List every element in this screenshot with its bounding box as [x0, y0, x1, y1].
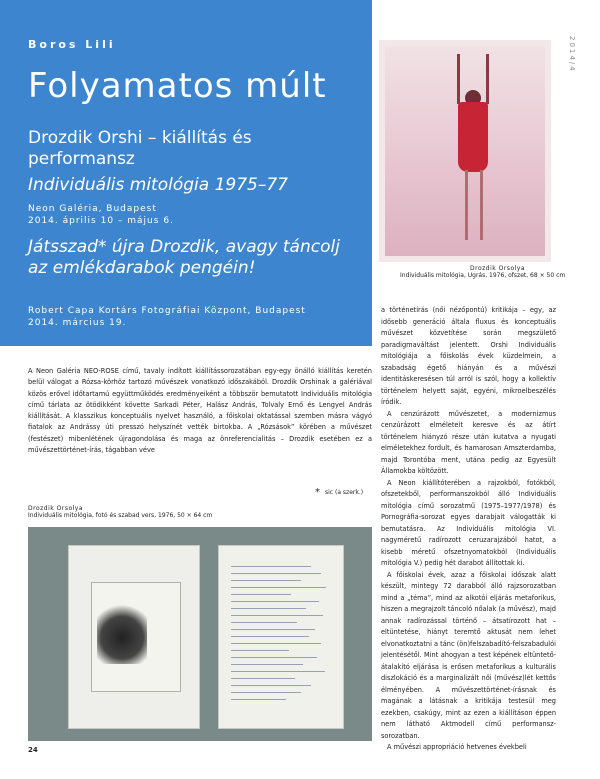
handwriting-line	[231, 685, 311, 686]
subtitle-exhibition: Drozdik Orshi – kiállítás és performansz	[28, 128, 252, 169]
handwritten-verse-sheet	[218, 545, 344, 729]
photo-sheet	[68, 545, 200, 729]
body-paragraph: A Neon kiállítóterében a rajzokból, fotókból, ofszetekből, performanszokból álló Individuális mitológia című sorozatmű (1975–1977/1978) és Pornográfia-sorozat egyes darabjait válogatták ki bemutatásra. Az Individuális mitológia VI. nagyméretű radírozott ceruzarajzából hatot, a kisebb méretű ofszetnyomatokból (Individuális mitológia V.) pedig hét darabot állítottak ki.	[381, 478, 556, 567]
venue-neon-name: Neon Galéria, Budapest	[28, 204, 157, 214]
subtitle-performance: Játsszad* újra Drozdik, avagy táncolj az emlékdarabok pengéin!	[28, 237, 340, 278]
handwriting-line	[231, 699, 286, 700]
venue-capa-name: Robert Capa Kortárs Fotográfiai Központ, Budapest	[28, 306, 306, 316]
footnote-asterisk-icon: *	[315, 487, 320, 498]
handwriting-line	[231, 650, 289, 651]
body-paragraph: A cenzúrázott művészetet, a modernizmus cenzúrázott elméleteit keresve és az átírt történelem hiányzó része után kutatva a nyugati elméletekhez fordult, és hamarosan Amszterdamba, majd Torontóba ment, utána pedig az Egyesült Államokba költözött.	[381, 409, 556, 475]
venue-capa-date: 2014. március 19.	[28, 318, 127, 328]
body-paragraph: a történetírás (női nézőpontú) kritikája – egy, az idősebb generáció általa fluxus és konceptuális művészet közvetítése során megszülető paradigmaváltást jelentett. Orshi Individuális mitológiája a főiskolás évek küzdelmein, a szabadság égető hiányán és a művészi identitáskeresésen túl arról is szól, hogy a kollektív történelem helyett saját, egyéni, mikroelbeszélés íródik.	[381, 306, 556, 406]
figure-legs	[465, 170, 483, 240]
issue-marker: 2014/4	[568, 36, 576, 73]
dancer-figure	[97, 598, 147, 664]
caption-bottom-artist: Drozdik Orsolya	[28, 505, 84, 512]
artwork-photo-free-verse	[28, 527, 372, 741]
handwriting-line	[231, 566, 311, 567]
handwriting-line	[231, 601, 319, 602]
handwriting-line	[231, 608, 306, 609]
handwriting-line	[231, 636, 309, 637]
header-panel	[0, 0, 372, 346]
venue-neon-date: 2014. április 10 – május 6.	[28, 216, 174, 226]
body-paragraph: A főiskolai évek, azaz a főiskolai időszak alatt készült, mintegy 72 darabból álló rajzsorozatban mind a „téma”, mind az alkotói eljárás metaforikus, hiszen a megrajzolt táncoló nőalak (a művész), majd annak radírozással történő – átsatírozott hat – eltüntetése, hiányt teremtő aktusát nem lehet elvonatkoztatni a tánc (ön)felszabadító-felszabadulói jelentésétől. Mint ahogyan a test képének eltüntető-átalakító eljárása is erősen metaforikus a kulturális diszlokáció és a marginalizált női (művész)lét kettős élményében. A művészettörténet-írásnak és magának a látásnak a kritikája testesül meg ezekben, csakúgy, mint az ezen a kiállításon éppen nem látható Aktmodell című performansz-sorozatban.	[381, 570, 556, 740]
handwriting-line	[231, 580, 301, 581]
handwriting-line	[231, 664, 303, 665]
handwriting-line	[231, 594, 291, 595]
subtitle-series: Individuális mitológia 1975–77	[28, 175, 288, 195]
footnote-text: sic (a szerk.)	[325, 489, 364, 496]
intro-paragraph: A Neon Galéria NEO-ROSE című, tavaly indított kiállítássorozatában egy-egy önálló kiállítás keretén belül válogat a Rózsa-körhöz tartozó művészek vonatkozó időszakából. Drozdik Orshinak a galériával közös erővel időtartamú együttműködés eredményeiként a többször bemutatott Individuális mitológia című tárlata az ötödikként követte Sarkadi Péter, Halász András, Tolvaly Ernő és Lengyel András kiállítását. A klasszikus konceptuális nyelvet használó, a főiskolai oktatással szemben másra vágyó fiatalok az Andrássy úti presszó helyszínét vették birtokba. A „Rózsások” körében a művészet (festészet) mibenlétének újragondolása és maga az önreferencialitás – Drozdik esetében ez a művészettörténet-írás, tágabban véve	[28, 367, 372, 455]
handwriting-line	[231, 587, 326, 588]
handwriting-line	[231, 629, 315, 630]
artwork-photo-jump	[379, 40, 551, 262]
article-title: Folyamatos múlt	[28, 66, 327, 106]
handwriting-line	[231, 657, 317, 658]
handwriting-line	[231, 615, 323, 616]
venue-capa	[28, 305, 306, 329]
caption-top-description: Individuális mitológia, Ugrás, 1976, ofszet, 68 × 50 cm	[400, 272, 566, 279]
footnote	[315, 487, 364, 498]
handwriting-line	[231, 573, 321, 574]
handwriting-line	[231, 678, 295, 679]
handwriting-line	[231, 671, 325, 672]
venue-neon	[28, 203, 174, 227]
body-column-right	[381, 305, 556, 754]
author-name: Boros Lili	[28, 38, 116, 51]
body-paragraph: A művészi appropriáció hetvenes évekbeli	[387, 743, 527, 751]
handwriting-line	[231, 622, 297, 623]
page-number: 24	[28, 746, 38, 754]
caption-bottom-description: Individuális mitológia, fotó és szabad vers, 1976, 50 × 64 cm	[28, 512, 213, 519]
handwriting-line	[231, 692, 301, 693]
caption-top-artist: Drozdik Orsolya	[470, 265, 526, 272]
figure-red-dress	[458, 102, 488, 172]
handwriting-line	[231, 643, 321, 644]
